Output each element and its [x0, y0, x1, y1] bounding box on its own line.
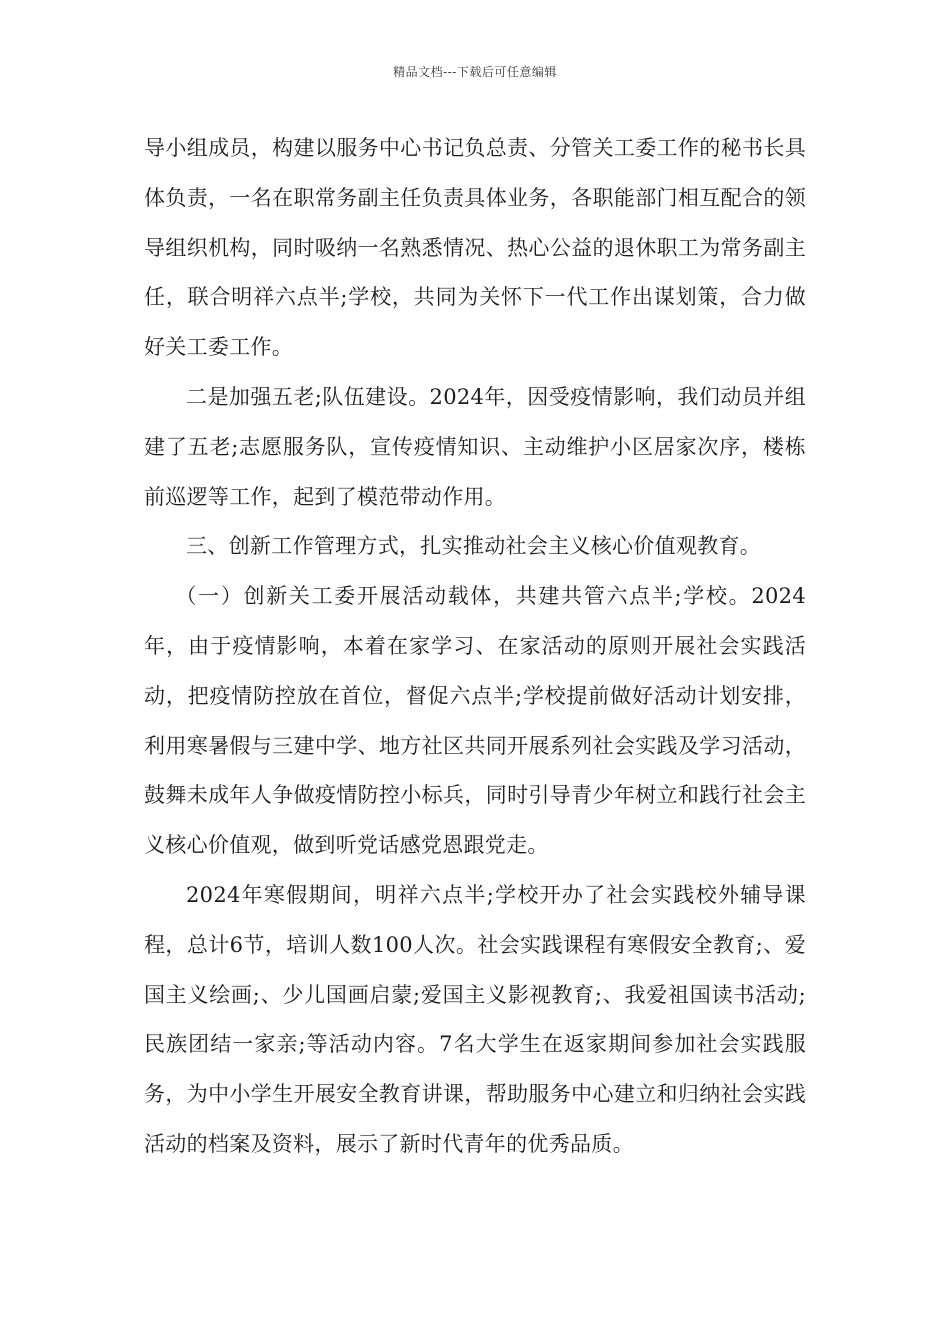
- paragraph-2: 二是加强五老;队伍建设。2024年，因受疫情影响，我们动员并组建了五老;志愿服务队，宣传疫情知识、主动维护小区居家次序，楼栋前巡逻等工作，起到了模范带动作用。: [144, 384, 806, 509]
- paragraph-3: 三、创新工作管理方式，扎实推动社会主义核心价值观教育。: [186, 534, 762, 559]
- paragraph-1: 导小组成员，构建以服务中心书记负总责、分管关工委工作的秘书长具体负责，一名在职常务副主任负责具体业务，各职能部门相互配合的领导组织机构，同时吸纳一名熟悉情况、热心公益的退休职工为常务副主任，联合明祥六点半;学校，共同为关怀下一代工作出谋划策，合力做好关工委工作。: [144, 136, 806, 360]
- paragraph-5: 2024年寒假期间，明祥六点半;学校开办了社会实践校外辅导课程，总计6节，培训人数100人次。社会实践课程有寒假安全教育;、爱国主义绘画;、少儿国画启蒙;爱国主义影视教育;、我爱祖国读书活动;民族团结一家亲;等活动内容。7名大学生在返家期间参加社会实践服务，为中小学生开展安全教育讲课，帮助服务中心建立和归纳社会实践活动的档案及资料，展示了新时代青年的优秀品质。: [144, 882, 806, 1156]
- page-header: 精品文档---下载后可任意编辑: [393, 65, 557, 79]
- paragraph-4: （一）创新关工委开展活动载体，共建共管六点半;学校。2024年，由于疫情影响，本着在家学习、在家活动的原则开展社会实践活动，把疫情防控放在首位，督促六点半;学校提前做好活动计划安排，利用寒暑假与三建中学、地方社区共同开展系列社会实践及学习活动，鼓舞未成年人争做疫情防控小标兵，同时引导青少年树立和践行社会主义核心价值观，做到听党话感党恩跟党走。: [144, 584, 806, 858]
- document-body: [144, 124, 806, 1170]
